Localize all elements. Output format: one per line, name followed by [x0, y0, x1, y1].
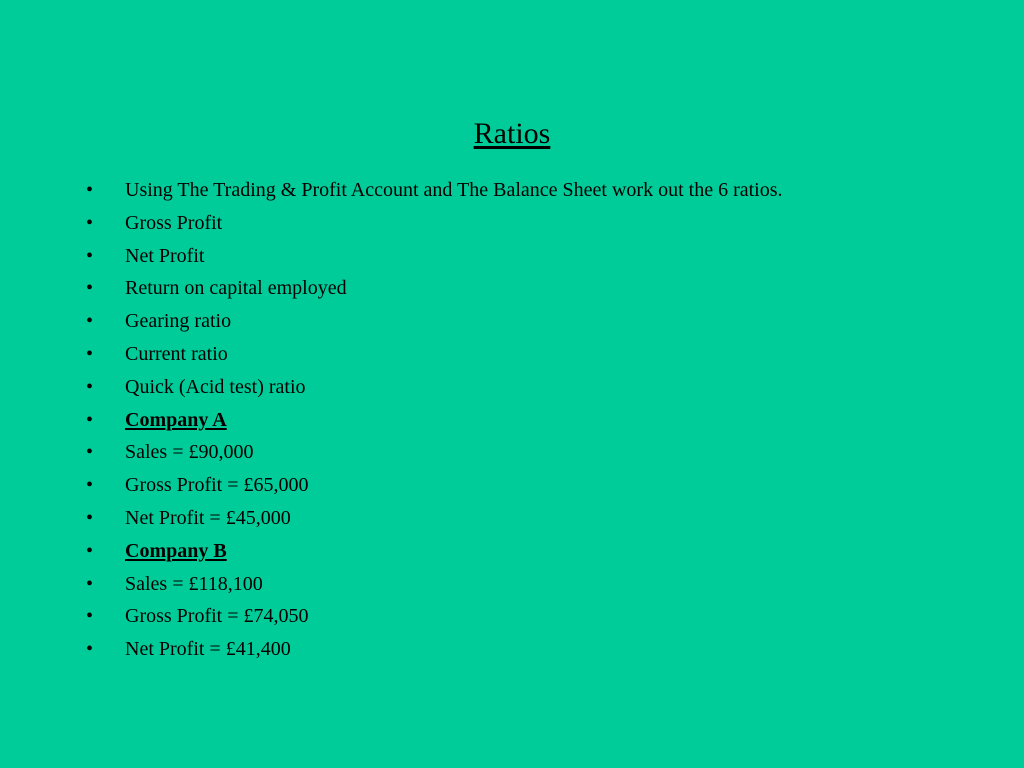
bullet-icon: •	[86, 572, 94, 595]
company-b-heading: Company B	[125, 539, 227, 562]
list-item-company-b	[86, 535, 986, 568]
bullet-text: Using The Trading & Profit Account and The Balance Sheet work out the 6 ratios.	[125, 179, 783, 201]
slide-title: Ratios	[473, 117, 551, 150]
company-a-heading: Company A	[125, 408, 227, 431]
bullet-icon: •	[86, 638, 94, 661]
list-item	[86, 371, 986, 404]
list-item	[86, 240, 986, 273]
bullet-icon: •	[86, 605, 94, 628]
list-item	[86, 338, 986, 371]
list-item	[86, 502, 986, 535]
bullet-text: Sales = £90,000	[125, 441, 254, 464]
list-item	[86, 568, 986, 601]
bullet-text: Net Profit = £45,000	[125, 506, 291, 529]
bullet-icon: •	[86, 474, 94, 497]
bullet-icon: •	[86, 375, 94, 398]
bullet-icon: •	[86, 310, 94, 333]
bullet-text: Quick (Acid test) ratio	[125, 375, 306, 398]
bullet-text: Sales = £118,100	[125, 572, 263, 595]
list-item	[86, 272, 986, 305]
bullet-text: Gross Profit = £74,050	[125, 605, 309, 628]
bullet-list	[86, 174, 986, 666]
list-item	[86, 305, 986, 338]
list-item	[86, 207, 986, 240]
list-item	[86, 436, 986, 469]
bullet-icon: •	[86, 342, 94, 365]
bullet-text: Current ratio	[125, 342, 228, 365]
bullet-text: Gross Profit	[125, 211, 223, 234]
bullet-icon: •	[86, 211, 94, 234]
bullet-icon: •	[86, 277, 94, 300]
list-item	[86, 600, 986, 633]
bullet-icon: •	[86, 179, 94, 201]
bullet-icon: •	[86, 539, 94, 562]
bullet-icon: •	[86, 506, 94, 529]
list-item	[86, 633, 986, 666]
bullet-text: Net Profit	[125, 244, 205, 267]
bullet-text: Net Profit = £41,400	[125, 638, 291, 661]
bullet-text: Gross Profit = £65,000	[125, 474, 309, 497]
list-item	[86, 174, 986, 207]
list-item	[86, 469, 986, 502]
bullet-text: Return on capital employed	[125, 277, 347, 300]
bullet-text: Gearing ratio	[125, 310, 232, 333]
list-item-company-a	[86, 404, 986, 437]
bullet-icon: •	[86, 244, 94, 267]
bullet-icon: •	[86, 408, 94, 431]
bullet-icon: •	[86, 441, 94, 464]
